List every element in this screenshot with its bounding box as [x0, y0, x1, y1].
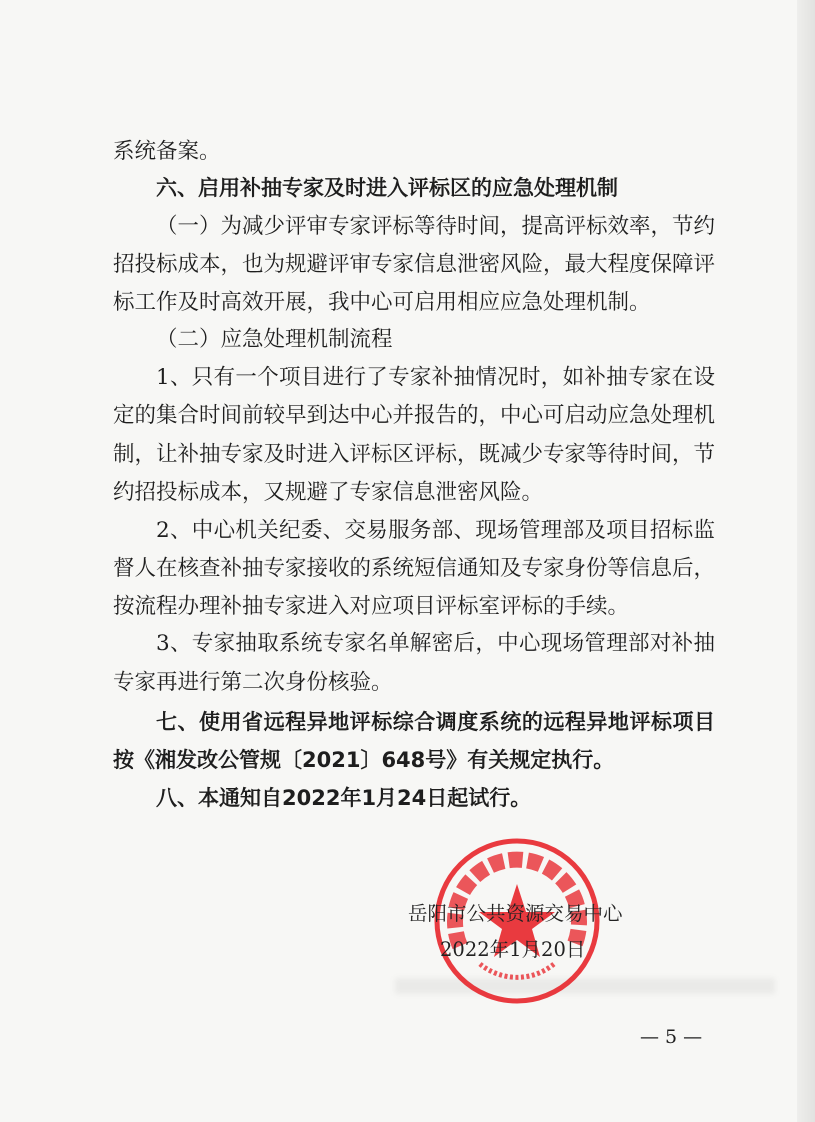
section-heading-7-cont: 按《湘发改公管规〔2021〕648号》有关规定执行。: [113, 748, 615, 772]
paragraph-line: （一）为减少评审专家评标等待时间，提高评标效率，节约: [156, 214, 716, 239]
paragraph-line: 按流程办理补抽专家进入对应项目评标室评标的手续。: [113, 594, 630, 619]
paragraph-line: 1、只有一个项目进行了专家补抽情况时，如补抽专家在设: [156, 365, 715, 390]
paragraph-line: 2、中心机关纪委、交易服务部、现场管理部及项目招标监: [156, 518, 715, 543]
paragraph-line: 标工作及时高效开展，我中心可启用相应应急处理机制。: [113, 290, 651, 315]
paragraph-line: 系统备案。: [113, 139, 221, 164]
paragraph-line: 3、专家抽取系统专家名单解密后，中心现场管理部对补抽: [156, 631, 715, 656]
signature-date: 2022年1月20日: [440, 938, 586, 961]
section-heading-8: 八、本通知自2022年1月24日起试行。: [156, 786, 532, 810]
paragraph-line: 招投标成本，也为规避评审专家信息泄密风险，最大程度保障评: [113, 252, 716, 277]
subheading: （二）应急处理机制流程: [156, 327, 393, 352]
section-heading-6: 六、启用补抽专家及时进入评标区的应急处理机制: [156, 176, 618, 200]
paragraph-line: 约招投标成本，又规避了专家信息泄密风险。: [113, 480, 544, 505]
scan-edge: [797, 0, 815, 1122]
paragraph-line: 督人在核查补抽专家接收的系统短信通知及专家身份等信息后，: [113, 556, 716, 581]
page-number: — 5 —: [640, 1026, 703, 1048]
paragraph-line: 定的集合时间前较早到达中心并报告的，中心可启动应急处理机: [113, 403, 716, 428]
signature-organization: 岳阳市公共资源交易中心: [408, 902, 623, 925]
paragraph-line: 制，让补抽专家及时进入评标区评标，既减少专家等待时间，节: [113, 442, 716, 467]
section-heading-7: 七、使用省远程异地评标综合调度系统的远程异地评标项目: [156, 710, 715, 734]
stamp-code-lettering: [480, 964, 554, 977]
paragraph-line: 专家再进行第二次身份核验。: [113, 670, 393, 695]
